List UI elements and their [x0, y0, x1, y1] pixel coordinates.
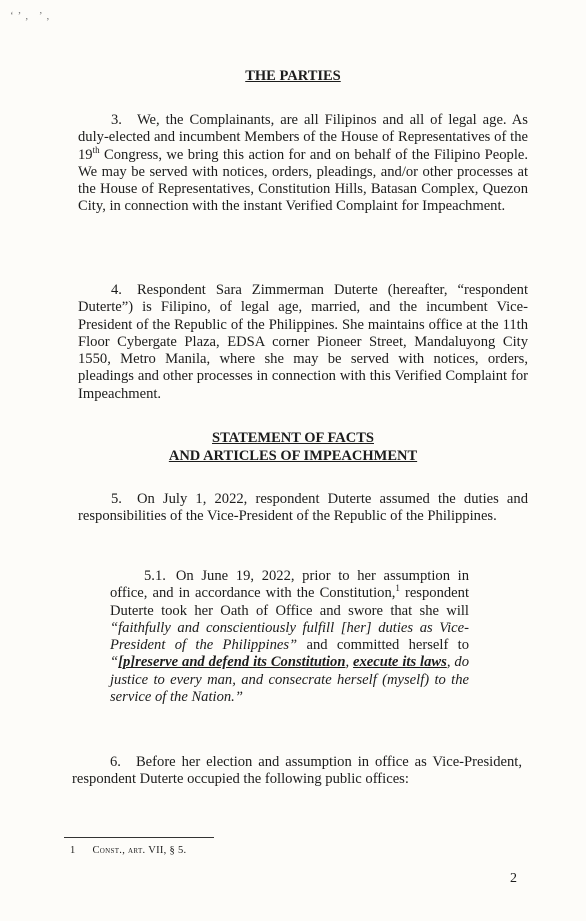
- oath-separator: ,: [345, 654, 354, 671]
- footnote-reference[interactable]: 1: [395, 583, 400, 594]
- paragraph-text: and committed herself to: [297, 637, 470, 654]
- paragraph-number: 4.: [111, 282, 122, 298]
- paragraph-5: [78, 491, 528, 526]
- heading-articles-of-impeachment: AND ARTICLES OF IMPEACHMENT: [168, 448, 418, 464]
- paragraph-4: [78, 282, 528, 403]
- paragraph-text: Respondent Sara Zimmerman Duterte (hereafter, “respondent Duterte”) is Filipino, of legal age, married, and the incumbent Vice-President of the Republic of the Philippines. She maintains office at the 11th Floor Cybergate Plaza, EDSA corner Pioneer Street, Mandaluyong City 1550, Metro Manila, where she may be served with notices, orders, pleadings and other processes in connection with this Verified Complaint for Impeachment.: [78, 282, 528, 402]
- paragraph-number: 5.1.: [144, 568, 166, 584]
- footnote-separator: [64, 837, 214, 838]
- paragraph-text: respondent Duterte took her Oath of Office and swore that she will: [110, 585, 469, 619]
- scan-marks: ‘’, ’,: [10, 10, 54, 22]
- paragraph-6: [72, 754, 522, 789]
- footnote-1: [70, 845, 186, 856]
- ordinal-suffix: th: [92, 144, 100, 155]
- oath-emphasis-1: [p]reserve and defend its Constitution: [118, 654, 346, 671]
- paragraph-5-1: [110, 568, 469, 706]
- paragraph-3: [78, 112, 528, 216]
- paragraph-number: 3.: [111, 112, 122, 128]
- paragraph-text: On June 19, 2022, prior to her assumption in office, and in accordance with the Constitution,: [110, 568, 469, 602]
- paragraph-text: On July 1, 2022, respondent Duterte assumed the duties and responsibilities of the Vice-President of the Republic of the Philippines.: [78, 491, 528, 525]
- footnote-citation: Const., art. VII, § 5.: [92, 845, 187, 856]
- paragraph-number: 5.: [111, 491, 122, 507]
- paragraph-text: We, the Complainants, are all Filipinos and all of legal age. As duly-elected and incumbent Members of the House of Representatives of the 19: [78, 112, 528, 163]
- page-number: 2: [510, 871, 517, 886]
- paragraph-number: 6.: [110, 754, 121, 770]
- heading-the-parties: THE PARTIES: [245, 68, 341, 84]
- paragraph-text: Congress, we bring this action for and on behalf of the Filipino People. We may be served with notices, orders, pleadings, and/or other processes at the House of Representatives, Constitution Hills, Batasan Complex, Quezon City, in connection with the instant Verified Complaint for Impeachment.: [78, 146, 528, 215]
- paragraph-text: Before her election and assumption in office as Vice-President, respondent Duterte occupied the following public offices:: [72, 754, 522, 788]
- heading-statement-of-facts: STATEMENT OF FACTS: [212, 430, 374, 446]
- oath-quote-1: “faithfully and conscientiously fulfill [her] duties as Vice-President of the Philippines”: [110, 619, 469, 654]
- oath-emphasis-2: execute its laws: [353, 654, 447, 671]
- footnote-number: 1: [70, 845, 76, 856]
- oath-quote-open: “: [110, 654, 119, 671]
- oath-quote-rest: , do justice to every man, and consecrate herself (myself) to the service of the Nation.”: [110, 654, 469, 706]
